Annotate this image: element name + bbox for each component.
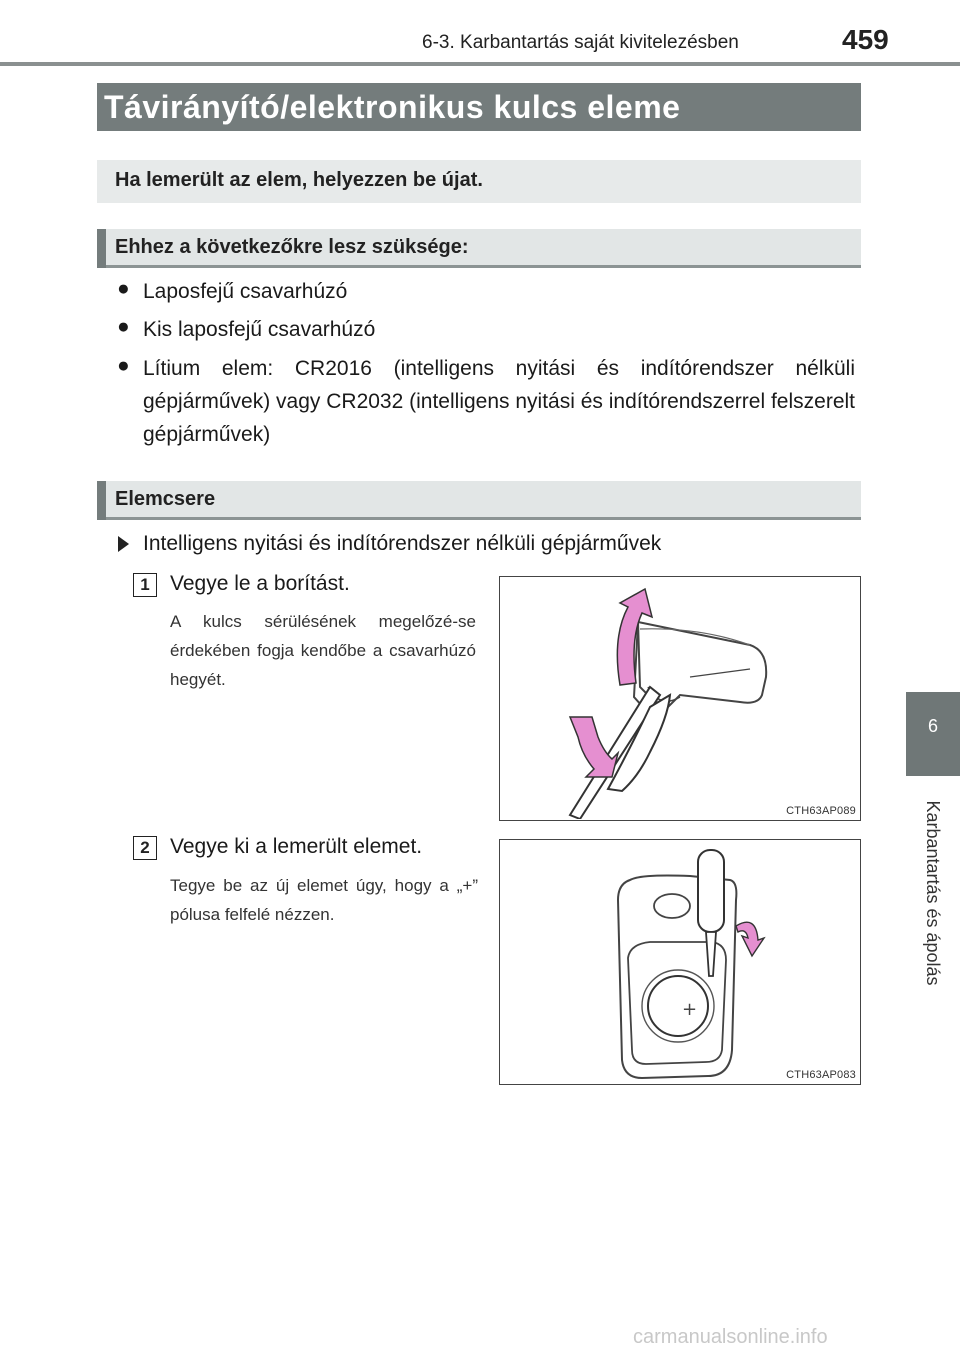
svg-text:+: + — [682, 999, 698, 1020]
watermark: carmanualsonline.info — [633, 1326, 828, 1348]
step-title: Vegye le a borítást. — [170, 572, 350, 595]
needs-item: Kis laposfejű csavarhúzó — [143, 318, 376, 341]
key-cover-illustration — [500, 577, 859, 819]
section-header: 6-3. Karbantartás saját kivitelezésben — [422, 32, 739, 53]
bullet-icon: ● — [117, 277, 130, 300]
section-marker — [97, 229, 106, 268]
chapter-label: Karbantartás és ápolás — [923, 800, 943, 986]
needs-heading: Ehhez a következőkre lesz szüksége: — [115, 236, 469, 258]
step-note: Tegye be az új elemet úgy, hogy a „+” pólusa felfelé nézzen. — [170, 876, 478, 924]
step-title: Vegye ki a lemerült elemet. — [170, 835, 423, 858]
battery-removal-illustration — [500, 840, 859, 1083]
step-number: 2 — [133, 836, 157, 860]
figure-remove-battery — [499, 839, 861, 1085]
page-number: 459 — [842, 24, 889, 55]
replace-subheading: Intelligens nyitási és indítórendszer nélküli gépjárművek — [143, 532, 662, 555]
arrow-right-icon — [118, 536, 129, 552]
figure-code: CTH63AP083 — [786, 1069, 856, 1081]
figure-code: CTH63AP089 — [786, 805, 856, 817]
intro-text: Ha lemerült az elem, helyezzen be újat. — [115, 169, 483, 191]
step-number: 1 — [133, 573, 157, 597]
page-title: Távirányító/elektronikus kulcs eleme — [104, 89, 681, 125]
figure-remove-cover — [499, 576, 861, 821]
step-note: A kulcs sérülésének megelőzé-se érdekében fogja kendőbe a csavarhúzó hegyét. — [170, 612, 476, 689]
bullet-icon: ● — [117, 315, 130, 338]
bullet-icon: ● — [117, 354, 130, 377]
section-marker — [97, 481, 106, 520]
header-rule — [0, 62, 960, 66]
chapter-number: 6 — [927, 716, 938, 736]
needs-item: Laposfejű csavarhúzó — [143, 280, 348, 303]
needs-item: Lítium elem: CR2016 (intelligens nyitási és indítórendszer nélküli gépjárművek) vagy CR2032 (intelligens nyitási és indítórendszerrel felszerelt gépjárművek) — [143, 357, 856, 446]
replace-heading: Elemcsere — [115, 488, 216, 510]
